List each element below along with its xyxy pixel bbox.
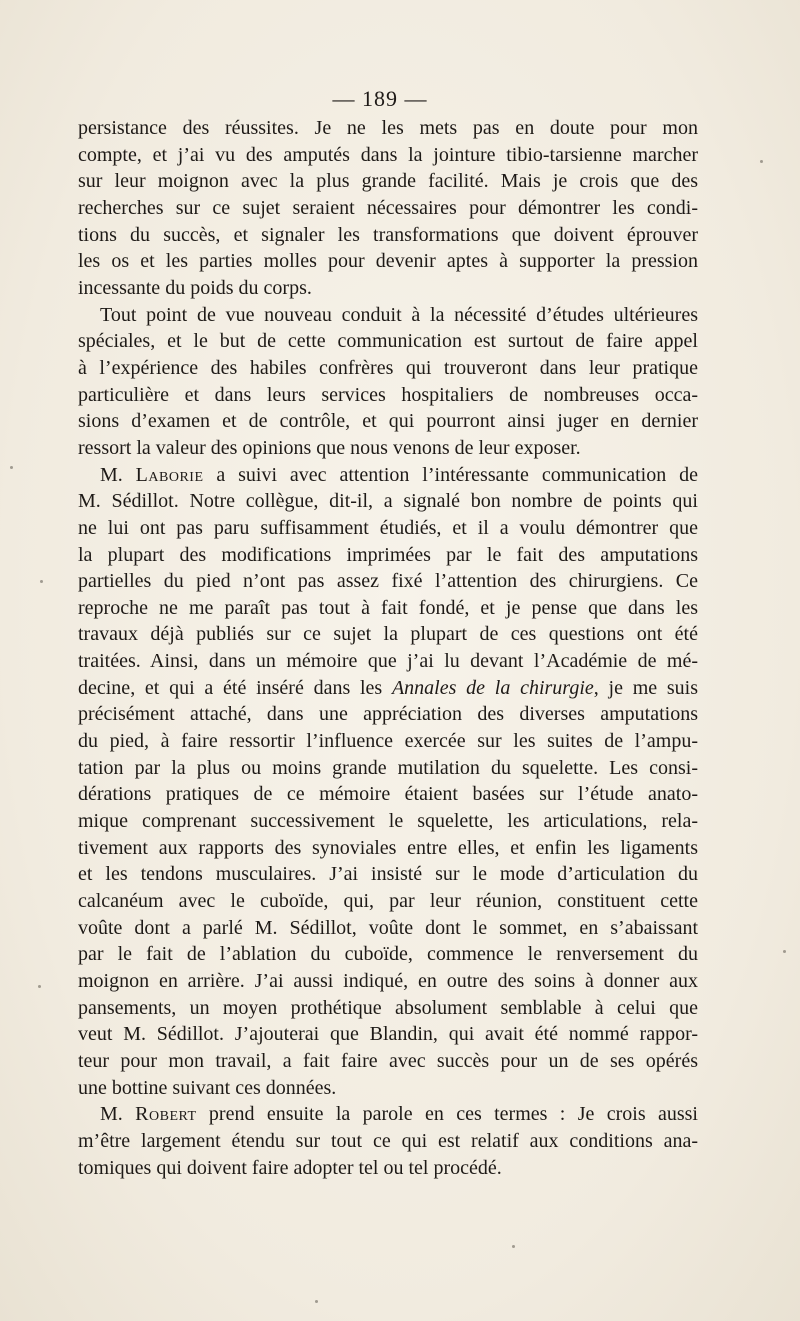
text-line: M. Sédillot. Notre collègue, dit-il, a signalé bon nombre de points qui [78, 490, 698, 513]
text-line: veut M. Sédillot. J’ajouterai que Blandin, qui avait été nommé rappor- [78, 1023, 698, 1046]
text-line-speaker [78, 1101, 698, 1128]
text-line: ne lui ont pas paru suffisamment étudiés, et il a voulu démontrer que [78, 516, 698, 539]
scan-speck [38, 985, 41, 988]
text-line: tivement aux rapports des synoviales entre elles, et enfin les ligaments [78, 836, 698, 859]
scan-speck [10, 466, 13, 469]
text-line: traitées. Ainsi, dans un mémoire que j’ai lu devant l’Académie de mé- [78, 650, 698, 673]
text-line: à l’expérience des habiles confrères qui trouveront dans leur pratique [78, 356, 698, 379]
speaker-line-rest: prend ensuite la parole en ces termes : Je crois aussi [196, 1103, 698, 1126]
paragraph-2 [78, 302, 698, 462]
annales-before: decine, et qui a été inséré dans les [78, 676, 392, 699]
text-line: moignon en arrière. J’ai aussi indiqué, en outre des soins à donner aux [78, 970, 698, 992]
scan-speck [315, 1300, 318, 1303]
page-number: — 189 — [332, 86, 428, 111]
text-line: Tout point de vue nouveau conduit à la nécessité d’études ultérieures [100, 303, 698, 326]
annales-after: , je me suis [593, 676, 698, 699]
text-line: m’être largement étendu sur tout ce qui est relatif aux conditions ana- [78, 1129, 698, 1152]
text-line: et les tendons musculaires. J’ai insisté sur le mode d’articulation du [78, 863, 698, 886]
text-line: partielles du pied n’ont pas assez fixé l’attention des chirurgiens. Ce [78, 570, 698, 593]
text-line: reproche ne me paraît pas tout à fait fondé, et je pense que dans les [78, 596, 698, 619]
text-line: dérations pratiques de ce mémoire étaient basées sur l’étude anato- [78, 783, 698, 806]
text-line: particulière et dans leurs services hospitaliers de nombreuses occa- [78, 383, 698, 406]
text-line: tions du succès, et signaler les transformations que doivent éprouver [78, 223, 698, 246]
journal-title: Annales de la chirurgie [391, 676, 594, 699]
text-line: tation par la plus ou moins grande mutilation du squelette. Les consi- [78, 756, 698, 779]
paragraph-1 [78, 115, 698, 302]
text-line: ressort la valeur des opinions que nous venons de leur exposer. [78, 436, 581, 459]
text-line: incessante du poids du corps. [78, 276, 312, 299]
text-line: teur pour mon travail, a fait faire avec succès pour un de ses opérés [78, 1049, 698, 1072]
text-line: mique comprenant successivement le squelette, les articulations, rela- [78, 810, 698, 833]
text-line: les os et les parties molles pour devenir aptes à supporter la pression [78, 250, 698, 273]
text-line: compte, et j’ai vu des amputés dans la jointure tibio-tarsienne marcher [78, 143, 698, 166]
speaker-prefix: M. [100, 1103, 136, 1126]
scan-speck [783, 950, 786, 953]
body-text [78, 115, 698, 1181]
text-line: voûte dont a parlé M. Sédillot, voûte dont le sommet, en s’abaissant [78, 916, 698, 939]
speaker-name: Laborie [135, 463, 204, 486]
text-line: du pied, à faire ressortir l’influence exercée sur les suites de l’ampu- [78, 730, 698, 753]
text-line: une bottine suivant ces données. [78, 1076, 337, 1099]
text-line: travaux déjà publiés sur ce sujet la plupart de ces questions ont été [78, 623, 698, 646]
text-line: par le fait de l’ablation du cuboïde, commence le renversement du [78, 943, 698, 966]
text-line: spéciales, et le but de cette communication est surtout de faire appel [78, 330, 698, 353]
text-line: sions d’examen et de contrôle, et qui pourront ainsi juger en dernier [78, 410, 698, 433]
text-line: recherches sur ce sujet seraient nécessaires pour démontrer les condi- [78, 196, 698, 219]
text-line: précisément attaché, dans une appréciation des diverses amputations [78, 703, 698, 726]
scan-speck [760, 160, 763, 163]
text-line-annales [78, 675, 698, 702]
paragraph-robert [78, 1101, 698, 1181]
text-line: sur leur moignon avec la plus grande facilité. Mais je crois que des [78, 170, 698, 193]
text-line: tomiques qui doivent faire adopter tel ou tel procédé. [78, 1156, 502, 1179]
speaker-line-rest: a suivi avec attention l’intéressante communication de [203, 463, 698, 486]
speaker-name: Robert [135, 1103, 197, 1126]
scan-speck [40, 580, 43, 583]
speaker-prefix: M. [100, 463, 136, 486]
paragraph-laborie [78, 462, 698, 1102]
text-line: calcanéum avec le cuboïde, qui, par leur réunion, constituent cette [78, 890, 698, 913]
text-line: la plupart des modifications imprimées par le fait des amputations [78, 543, 698, 566]
scan-speck [512, 1245, 515, 1248]
text-line: persistance des réussites. Je ne les mets pas en doute pour mon [78, 117, 698, 139]
text-line-speaker [78, 462, 698, 489]
text-line: pansements, un moyen prothétique absolument semblable à celui que [78, 996, 698, 1019]
